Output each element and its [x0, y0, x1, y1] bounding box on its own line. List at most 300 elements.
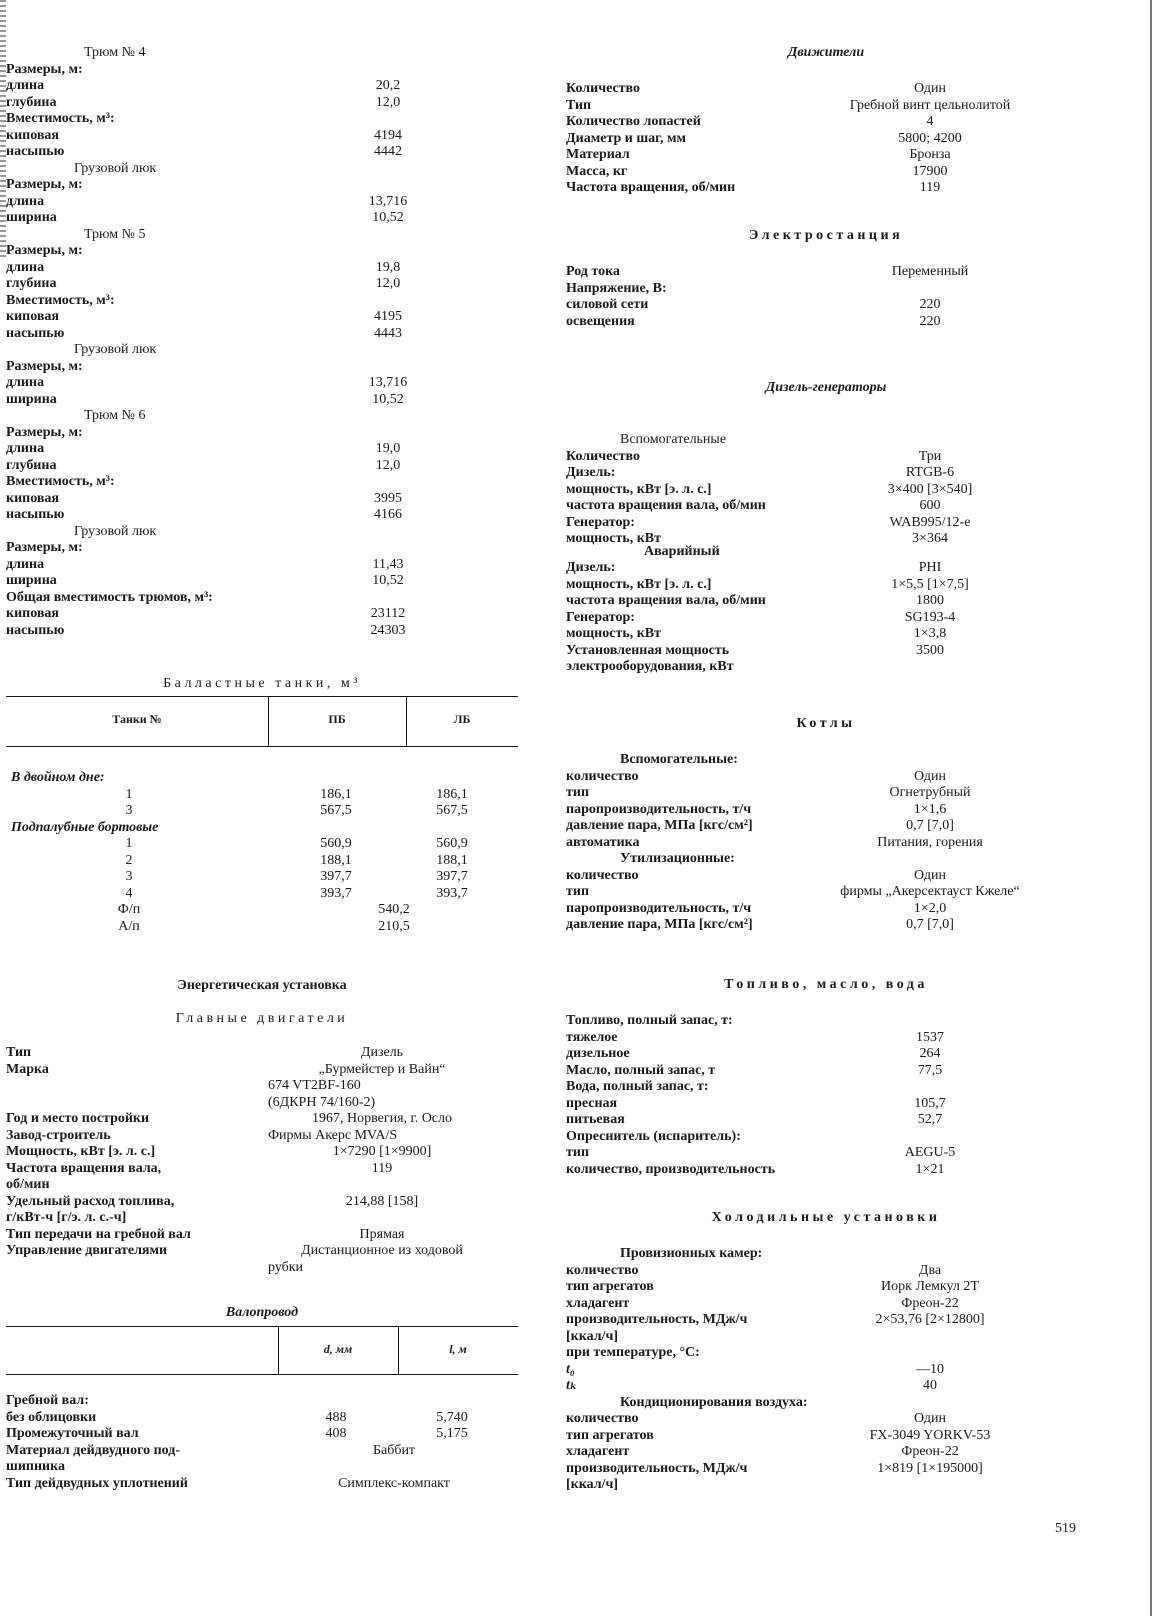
spec-row — [566, 1312, 1086, 1328]
spec-row — [6, 359, 518, 375]
spec-label: киповая — [6, 309, 59, 324]
spec-value: Три — [918, 448, 942, 464]
spec-label: ширина — [6, 391, 57, 407]
spec-value: Один — [913, 768, 947, 784]
spec-row — [6, 491, 518, 507]
cell-label: Материал дейдвудного под- — [6, 1442, 180, 1458]
spec-row — [6, 309, 518, 325]
spec-row — [6, 194, 518, 210]
spec-row — [566, 164, 1086, 180]
spec-row — [6, 392, 518, 408]
spec-value: 17900 — [912, 163, 948, 179]
spec-label: киповая — [6, 127, 59, 143]
spec-value: 20,2 — [375, 78, 401, 93]
spec-label: [ккал/ч] — [566, 1477, 619, 1492]
spec-label: t₀ — [566, 1361, 575, 1377]
spec-row — [566, 884, 1086, 900]
spec-value: 24303 — [370, 622, 406, 638]
spec-value: PHI — [918, 560, 942, 575]
spec-value: рубки — [268, 1259, 304, 1275]
spec-label: мощность, кВт — [566, 626, 662, 641]
spec-value: „Бурмейстер и Вайн“ — [318, 1061, 446, 1077]
spec-label: хладагент — [566, 1295, 630, 1311]
spec-row — [566, 659, 1086, 675]
section-title: Трюм № 6 — [84, 408, 146, 423]
spec-label: силовой сети — [566, 297, 649, 312]
spec-row — [6, 293, 518, 309]
cell-label: Промежуточный вал — [6, 1426, 139, 1441]
spec-label: насыпью — [6, 144, 65, 159]
spec-label: Размеры, м: — [6, 243, 83, 258]
table-rule — [6, 1374, 518, 1375]
spec-value: Фреон-22 — [901, 1444, 959, 1459]
spec-row — [6, 1144, 518, 1160]
section-title: Главные двигатели — [175, 1011, 349, 1026]
spec-label: глубина — [6, 276, 57, 291]
spec-row — [6, 326, 518, 342]
spec-row — [6, 1161, 518, 1177]
spec-label: длина — [6, 78, 45, 93]
section-title: Вспомогательные — [620, 432, 727, 447]
spec-row — [6, 260, 518, 276]
spec-row — [566, 1263, 1086, 1279]
spec-label: Размеры, м: — [6, 540, 83, 555]
spec-label: Дизель: — [566, 465, 616, 480]
table-group: Подпалубные бортовые — [11, 819, 159, 835]
spec-value: 40 — [923, 1378, 937, 1393]
table-header: ЛБ — [453, 712, 471, 726]
spec-label: количество — [566, 1262, 639, 1278]
spec-label: Размеры, м: — [6, 424, 83, 440]
spec-value: 10,52 — [372, 573, 404, 588]
spec-value: 3×400 [3×540] — [887, 481, 973, 497]
spec-value: 4195 — [374, 309, 402, 324]
spec-row — [6, 1045, 518, 1061]
spec-row — [566, 1345, 1086, 1361]
table-row — [6, 1476, 518, 1492]
spec-row — [566, 1362, 1086, 1378]
spec-row — [6, 111, 518, 127]
spec-row — [6, 1227, 518, 1243]
spec-label: мощность, кВт [э. л. с.] — [566, 576, 712, 592]
spec-row — [566, 1063, 1086, 1079]
spec-value: 4166 — [374, 507, 402, 522]
spec-row — [566, 498, 1086, 514]
spec-label: автоматика — [566, 834, 640, 850]
spec-label: Размеры, м: — [6, 177, 83, 192]
cell-d: Баббит — [372, 1442, 416, 1458]
spec-label: тип — [566, 785, 590, 800]
spec-row — [566, 802, 1086, 818]
spec-value: 12,0 — [375, 94, 401, 110]
spec-value: 600 — [919, 498, 941, 513]
spec-value: 1×5,5 [1×7,5] — [891, 576, 969, 592]
spec-row — [566, 180, 1086, 196]
spec-row — [566, 131, 1086, 147]
section-title: Котлы — [796, 716, 856, 731]
section-title: Грузовой люк — [74, 160, 157, 176]
spec-label: Вместимость, м³: — [6, 111, 115, 126]
section-title: Кондиционирования воздуха: — [620, 1394, 808, 1410]
spec-row — [566, 1296, 1086, 1312]
cell-label: без облицовки — [6, 1409, 97, 1425]
spec-label: Частота вращения вала, — [6, 1160, 162, 1176]
table-rule — [6, 1326, 518, 1327]
spec-row — [6, 128, 518, 144]
spec-label: Генератор: — [566, 609, 635, 625]
cell-label: шипника — [6, 1459, 65, 1474]
spec-label: питьевая — [566, 1112, 625, 1127]
cell-lb: 188,1 — [436, 852, 468, 868]
spec-value: 1×21 — [915, 1161, 945, 1177]
spec-value: 220 — [919, 297, 941, 312]
spec-value: 5800; 4200 — [898, 130, 962, 146]
spec-value: 4443 — [374, 325, 402, 341]
spec-value: 52,7 — [917, 1112, 943, 1127]
spec-row — [566, 1096, 1086, 1112]
cell-lb: 560,9 — [436, 836, 468, 851]
spec-row — [566, 818, 1086, 834]
spec-label: мощность, кВт [э. л. с.] — [566, 481, 712, 497]
spec-row — [566, 147, 1086, 163]
spec-value: 1×819 [1×195000] — [877, 1460, 983, 1476]
spec-label: ширина — [6, 573, 57, 588]
spec-value: 1×2,0 — [913, 900, 947, 916]
section-title: Вспомогательные: — [620, 752, 738, 767]
cell-pb: 567,5 — [320, 803, 352, 818]
cell-d: 488 — [325, 1409, 347, 1425]
spec-value: Один — [913, 867, 947, 883]
table-row — [6, 1410, 518, 1426]
spec-row — [566, 626, 1086, 642]
cell-l: 5,175 — [436, 1426, 468, 1441]
page-number: 519 — [1055, 1521, 1076, 1536]
spec-label: количество, производительность — [566, 1161, 776, 1177]
spec-row — [566, 449, 1086, 465]
spec-label: Тип — [566, 97, 592, 113]
cell-pb: 560,9 — [320, 836, 352, 851]
spec-label: Количество — [566, 81, 641, 96]
spec-row — [6, 1128, 518, 1144]
spec-label: Масса, кг — [566, 163, 628, 179]
spec-row — [566, 515, 1086, 531]
spec-value: AEGU-5 — [904, 1145, 956, 1160]
spec-label: давление пара, МПа [кгс/см²] — [566, 917, 753, 932]
spec-value: Два — [918, 1262, 942, 1278]
spec-value: 3×364 — [912, 531, 948, 546]
section-title: Холодильные установки — [711, 1210, 941, 1225]
spec-value: 105,7 — [914, 1095, 946, 1111]
spec-row — [6, 1260, 518, 1276]
spec-row — [6, 557, 518, 573]
spec-row — [566, 593, 1086, 609]
spec-label: Количество — [566, 448, 641, 464]
spec-value: 3995 — [374, 490, 402, 506]
spec-row — [566, 917, 1086, 933]
spec-row — [566, 1112, 1086, 1128]
table-group: В двойном дне: — [11, 770, 105, 785]
spec-label: паропроизводительность, т/ч — [566, 900, 752, 916]
spec-label: количество — [566, 1411, 639, 1426]
spec-value: (6ДКРН 74/160-2) — [268, 1094, 376, 1110]
spec-value: 3500 — [916, 642, 944, 658]
table-header: ПБ — [328, 712, 346, 726]
spec-value: Один — [913, 81, 947, 96]
section-title: Провизионных камер: — [620, 1246, 763, 1261]
spec-value: 4442 — [374, 144, 402, 159]
spec-row — [6, 62, 518, 78]
spec-row — [566, 482, 1086, 498]
spec-label: Установленная мощность — [566, 642, 730, 658]
spec-row — [6, 375, 518, 391]
spec-label: длина — [6, 556, 45, 572]
spec-value: FX-3049 YORKV-53 — [869, 1427, 991, 1443]
spec-label: Род тока — [566, 264, 620, 279]
spec-row — [566, 1477, 1086, 1493]
spec-row — [6, 144, 518, 160]
spec-value: Переменный — [891, 264, 969, 279]
spec-row — [566, 1046, 1086, 1062]
spec-label: Мощность, кВт [э. л. с.] — [6, 1144, 156, 1159]
section-title: Трюм № 4 — [84, 45, 146, 60]
spec-label: Количество лопастей — [566, 114, 701, 129]
spec-label: об/мин — [6, 1177, 50, 1192]
spec-value: Один — [913, 1411, 947, 1426]
spec-value: 119 — [919, 180, 941, 195]
cell-tank: 1 — [125, 836, 133, 851]
spec-value: Огнетрубный — [889, 785, 971, 800]
spec-value: 214,88 [158] — [345, 1193, 419, 1209]
spec-row — [566, 1162, 1086, 1178]
spec-row — [6, 1078, 518, 1094]
spec-label: Частота вращения, об/мин — [566, 180, 736, 195]
spec-row — [566, 465, 1086, 481]
table-header: l, м — [449, 1342, 467, 1356]
spec-value: 12,0 — [375, 457, 401, 473]
spec-row — [566, 1030, 1086, 1046]
spec-value: 220 — [919, 313, 941, 329]
spec-row — [566, 297, 1086, 313]
table-row — [6, 1393, 518, 1409]
spec-label: Диаметр и шаг, мм — [566, 130, 687, 146]
spec-value: 10,52 — [372, 391, 404, 407]
spec-label: Завод-строитель — [6, 1127, 111, 1143]
spec-label: tₖ — [566, 1378, 578, 1393]
spec-label: киповая — [6, 606, 59, 621]
spec-label: паропроизводительность, т/ч — [566, 801, 752, 817]
spec-row — [6, 623, 518, 639]
spec-value: 1800 — [916, 593, 944, 608]
spec-label: тип агрегатов — [566, 1427, 654, 1443]
spec-label: Тип передачи на гребной вал — [6, 1226, 191, 1242]
spec-label: тип — [566, 884, 590, 899]
spec-label: производительность, МДж/ч — [566, 1312, 748, 1327]
spec-row — [566, 281, 1086, 297]
spec-label: мощность, кВт — [566, 531, 662, 546]
page-border — [1150, 0, 1152, 1616]
cell-both: 540,2 — [378, 902, 410, 917]
cell-label: Гребной вал: — [6, 1393, 89, 1408]
spec-row — [566, 769, 1086, 785]
table-row — [6, 919, 518, 935]
spec-label: тип — [566, 1145, 590, 1160]
spec-value: 1537 — [916, 1029, 944, 1045]
spec-row — [566, 1129, 1086, 1145]
spec-row — [566, 81, 1086, 97]
spec-value: 0,7 [7,0] — [906, 818, 954, 833]
spec-value: WAB995/12-е — [889, 514, 971, 530]
spec-label: насыпью — [6, 325, 65, 341]
spec-value: фирмы „Акерсектауст Кжеле“ — [840, 884, 1020, 899]
spec-value: 4194 — [374, 127, 402, 143]
table-row — [6, 803, 518, 819]
spec-value: 23112 — [370, 606, 406, 621]
spec-value: 0,7 [7,0] — [906, 917, 954, 932]
table-row — [6, 1426, 518, 1442]
cell-lb: 393,7 — [436, 885, 468, 901]
spec-row — [566, 643, 1086, 659]
spec-row — [566, 1428, 1086, 1444]
spec-label: [ккал/ч] — [566, 1328, 619, 1344]
cell-d: Симплекс-компакт — [338, 1475, 450, 1491]
spec-value: Дизель — [360, 1045, 404, 1060]
spec-label: Вместимость, м³: — [6, 474, 115, 489]
spec-row — [566, 835, 1086, 851]
cell-pb: 397,7 — [320, 869, 352, 884]
spec-row — [566, 1329, 1086, 1345]
spec-row — [566, 610, 1086, 626]
spec-value: 11,43 — [372, 556, 404, 572]
spec-label: Вместимость, м³: — [6, 292, 115, 308]
spec-value: 19,0 — [375, 441, 401, 456]
table-row — [6, 886, 518, 902]
table-header: Танки № — [112, 712, 162, 726]
spec-row — [566, 1079, 1086, 1095]
spec-label: Управление двигателями — [6, 1243, 168, 1258]
cell-tank: 1 — [125, 786, 133, 802]
cell-label: Тип дейдвудных уплотнений — [6, 1475, 188, 1491]
spec-value: 264 — [919, 1046, 941, 1061]
table-row — [6, 836, 518, 852]
spec-row — [566, 114, 1086, 130]
spec-label: насыпью — [6, 622, 65, 638]
spec-label: длина — [6, 193, 45, 209]
spec-label: Тип — [6, 1045, 32, 1060]
spec-label: количество — [566, 867, 639, 883]
spec-label: длина — [6, 375, 45, 390]
spec-row — [6, 425, 518, 441]
spec-label: Дизель: — [566, 560, 616, 575]
spec-row — [6, 210, 518, 226]
spec-value: RTGB-6 — [905, 465, 955, 480]
spec-value: 1967, Норвегия, г. Осло — [312, 1111, 452, 1126]
spec-value: 119 — [371, 1160, 393, 1176]
cell-tank: 4 — [125, 885, 133, 901]
spec-value: Гребной винт цельнолитой — [849, 97, 1011, 113]
spec-label: Год и место постройки — [6, 1111, 150, 1126]
spec-value: —10 — [916, 1361, 944, 1377]
spec-row — [566, 901, 1086, 917]
spec-row — [6, 1243, 518, 1259]
section-title: Дизель-генераторы — [765, 380, 887, 395]
spec-label: Опреснитель (испаритель): — [566, 1128, 741, 1144]
spec-row — [6, 606, 518, 622]
spec-label: тяжелое — [566, 1029, 618, 1045]
spec-row — [6, 243, 518, 259]
section-title: Электростанция — [748, 228, 904, 243]
table-rule — [6, 696, 518, 697]
spec-row — [566, 264, 1086, 280]
spec-label: Общая вместимость трюмов, м³: — [6, 589, 213, 605]
cell-d: 408 — [325, 1426, 347, 1441]
spec-label: глубина — [6, 94, 57, 110]
section-title: Топливо, масло, вода — [724, 977, 928, 992]
section-title: Аварийный — [644, 543, 720, 559]
spec-row — [6, 441, 518, 457]
cell-pb: 186,1 — [320, 786, 352, 802]
section-title: Грузовой люк — [74, 342, 157, 357]
spec-row — [566, 1145, 1086, 1161]
spec-label: хладагент — [566, 1444, 630, 1459]
spec-row — [566, 1444, 1086, 1460]
spec-row — [566, 577, 1086, 593]
table-row — [6, 1459, 518, 1475]
spec-label: Размеры, м: — [6, 61, 83, 77]
spec-row — [6, 1111, 518, 1127]
spec-value: 674 VT2BF-160 — [268, 1078, 361, 1093]
spec-value: 1×7290 [1×9900] — [332, 1144, 432, 1159]
spec-value: Фреон-22 — [901, 1295, 959, 1311]
section-title: Валопровод — [225, 1305, 299, 1320]
spec-row — [566, 314, 1086, 330]
table-row — [6, 787, 518, 803]
spec-value: Дистанционное из ходовой — [301, 1243, 463, 1258]
spec-row — [566, 1013, 1086, 1029]
spec-label: Удельный расход топлива, — [6, 1193, 175, 1209]
spec-value: 1×1,6 — [913, 801, 947, 817]
cell-lb: 186,1 — [436, 786, 468, 802]
spec-label: дизельное — [566, 1046, 630, 1061]
spec-value: 10,52 — [372, 210, 404, 225]
spec-row — [566, 1461, 1086, 1477]
spec-label: тип агрегатов — [566, 1279, 654, 1294]
spec-row — [6, 474, 518, 490]
spec-label: Материал — [566, 147, 630, 162]
cell-tank: Ф/п — [117, 902, 141, 917]
spec-row — [566, 868, 1086, 884]
spec-label: ширина — [6, 210, 57, 225]
section-title: Трюм № 5 — [84, 226, 146, 242]
cell-pb: 393,7 — [320, 885, 352, 901]
spec-value: 13,716 — [368, 193, 408, 209]
spec-value: Прямая — [359, 1226, 405, 1242]
spec-row — [6, 276, 518, 292]
cell-pb: 188,1 — [320, 852, 352, 868]
spec-value: Питания, горения — [877, 834, 983, 850]
spec-label: длина — [6, 259, 45, 275]
spec-label: Марка — [6, 1061, 49, 1077]
spec-row — [6, 95, 518, 111]
spec-row — [566, 1411, 1086, 1427]
spec-value: Иорк Лемкул 2Т — [881, 1279, 979, 1294]
spec-value: 1×3,8 — [913, 626, 947, 641]
spec-value: 13,716 — [368, 375, 408, 390]
spec-row — [6, 590, 518, 606]
section-title: Энергетическая установка — [177, 978, 347, 993]
spec-label: насыпью — [6, 507, 65, 522]
spec-label: освещения — [566, 313, 635, 329]
spec-label: Вода, полный запас, т: — [566, 1079, 709, 1094]
